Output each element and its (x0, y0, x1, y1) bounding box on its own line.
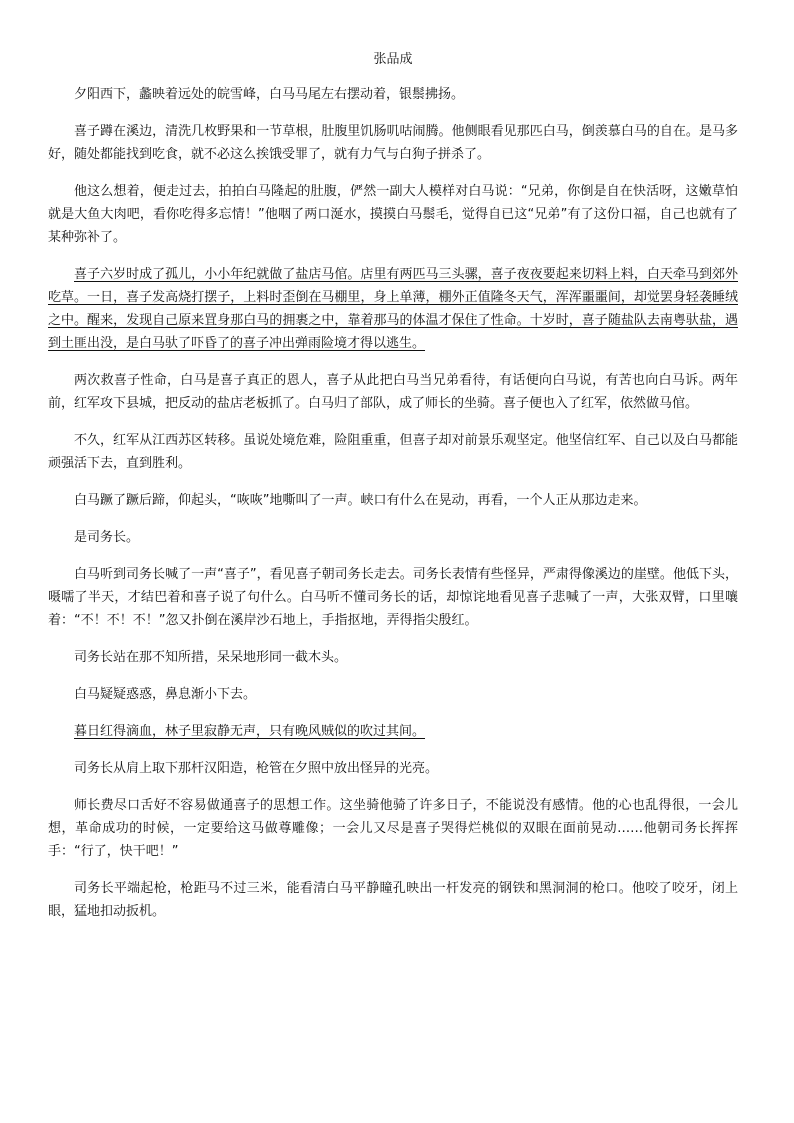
paragraph: 师长费尽口舌好不容易做通喜子的思想工作。这坐骑他骑了许多日子，不能说没有感情。他的心也乱得很，一会儿想，革命成功的时候，一定要给这马做尊雕像；一会儿又尽是喜子哭得烂桃似的双眼在面前晃动……他朝司务长挥挥手：“行了，快干吧！” (48, 798, 738, 859)
paragraph: 司务长平端起枪，枪距马不过三米，能看清白马平静瞳孔映出一杆发亮的钢铁和黑洞洞的枪口。他咬了咬牙，闭上眼，猛地扣动扳机。 (48, 881, 738, 919)
paragraph: 喜子蹲在溪边，清洗几枚野果和一节草根，肚腹里饥肠叽咕闹腾。他侧眼看见那匹白马，倒羡慕白马的自在。是马多好，随处都能找到吃食，就不必这么挨饿受罪了，就有力气与白狗子拼杀了。 (48, 124, 738, 162)
author-name: 张品成 (373, 52, 413, 67)
paragraph: 不久，红军从江西苏区转移。虽说处境危难，险阻重重，但喜子却对前景乐观坚定。他坚信红军、自己以及白马都能顽强活下去，直到胜利。 (48, 433, 738, 471)
paragraph: 司务长从肩上取下那杆汉阳造，枪管在夕照中放出怪异的光亮。 (74, 761, 439, 776)
paragraph: 司务长站在那不知所措，呆呆地形同一截木头。 (74, 650, 348, 665)
paragraph: 白马蹶了蹶后蹄，仰起头，“咴咴”地嘶叫了一声。峡口有什么在晃动，再看，一个人正从那边走来。 (74, 493, 647, 508)
paragraph: 喜子六岁时成了孤儿，小小年纪就做了盐店马倌。店里有两匹马三头骡，喜子夜夜要起来切料上料，白天牵马到郊外吃草。一日，喜子发高烧打摆子，上料时歪倒在马棚里，身上单薄，棚外正值隆冬天气，浑浑噩噩间，却觉罢身轻袭睡绒之中。醒来，发现自己原来罝身那白马的拥裹之中，靠着那马的体温才保住了性命。十岁时，喜子随盐队去南粤驮盐，遇到土匪出没，是白马驮了吓昏了的喜子冲出弹雨险境才得以逃生。 (48, 267, 738, 351)
paragraph: 是司务长。 (74, 530, 140, 545)
paragraph: 两次救喜子性命，白马是喜子真正的恩人，喜子从此把白马当兄弟看待，有话便向白马说，有苦也向白马诉。两年前，红军攻下县城，把反动的盐店老板抓了。白马归了部队，成了师长的坐骑。喜子便也入了红军，依然做马倌。 (48, 373, 738, 411)
paragraph: 夕阳西下，蠡映着远处的皖雪峰，白马马尾左右摆动着，银鬃拂扬。 (74, 87, 465, 102)
paragraph: 他这么想着，便走过去，拍拍白马隆起的肚腹，俨然一副大人模样对白马说：“兄弟，你倒是自在快活呀，这嫩草怕就是大鱼大肉吧，看你吃得多忘情！”他咽了两口涎水，摸摸白马鬃毛，觉得自已这“兄弟”有了这份口福，自己也就有了某种弥补了。 (48, 184, 738, 245)
paragraph: 暮日红得滴血，林子里寂静无声，只有晚风贼似的吹过其间。 (74, 724, 426, 739)
paragraph: 白马听到司务长喊了一声“喜子”，看见喜子朝司务长走去。司务长表情有些怪异，严肃得像溪边的崖壁。他低下头，嗫嚅了半天，才结巴着和喜子说了句什么。白马听不懂司务长的话，却惊诧地看见喜子悲喊了一声，大张双臂，口里嚷着：“不！不！不！”忽又扑倒在溪岸沙石地上，手指抠地，弄得指尖殷红。 (48, 567, 738, 628)
article-body (48, 83, 738, 923)
paragraph: 白马疑疑惑惑，鼻息渐小下去。 (74, 687, 257, 702)
